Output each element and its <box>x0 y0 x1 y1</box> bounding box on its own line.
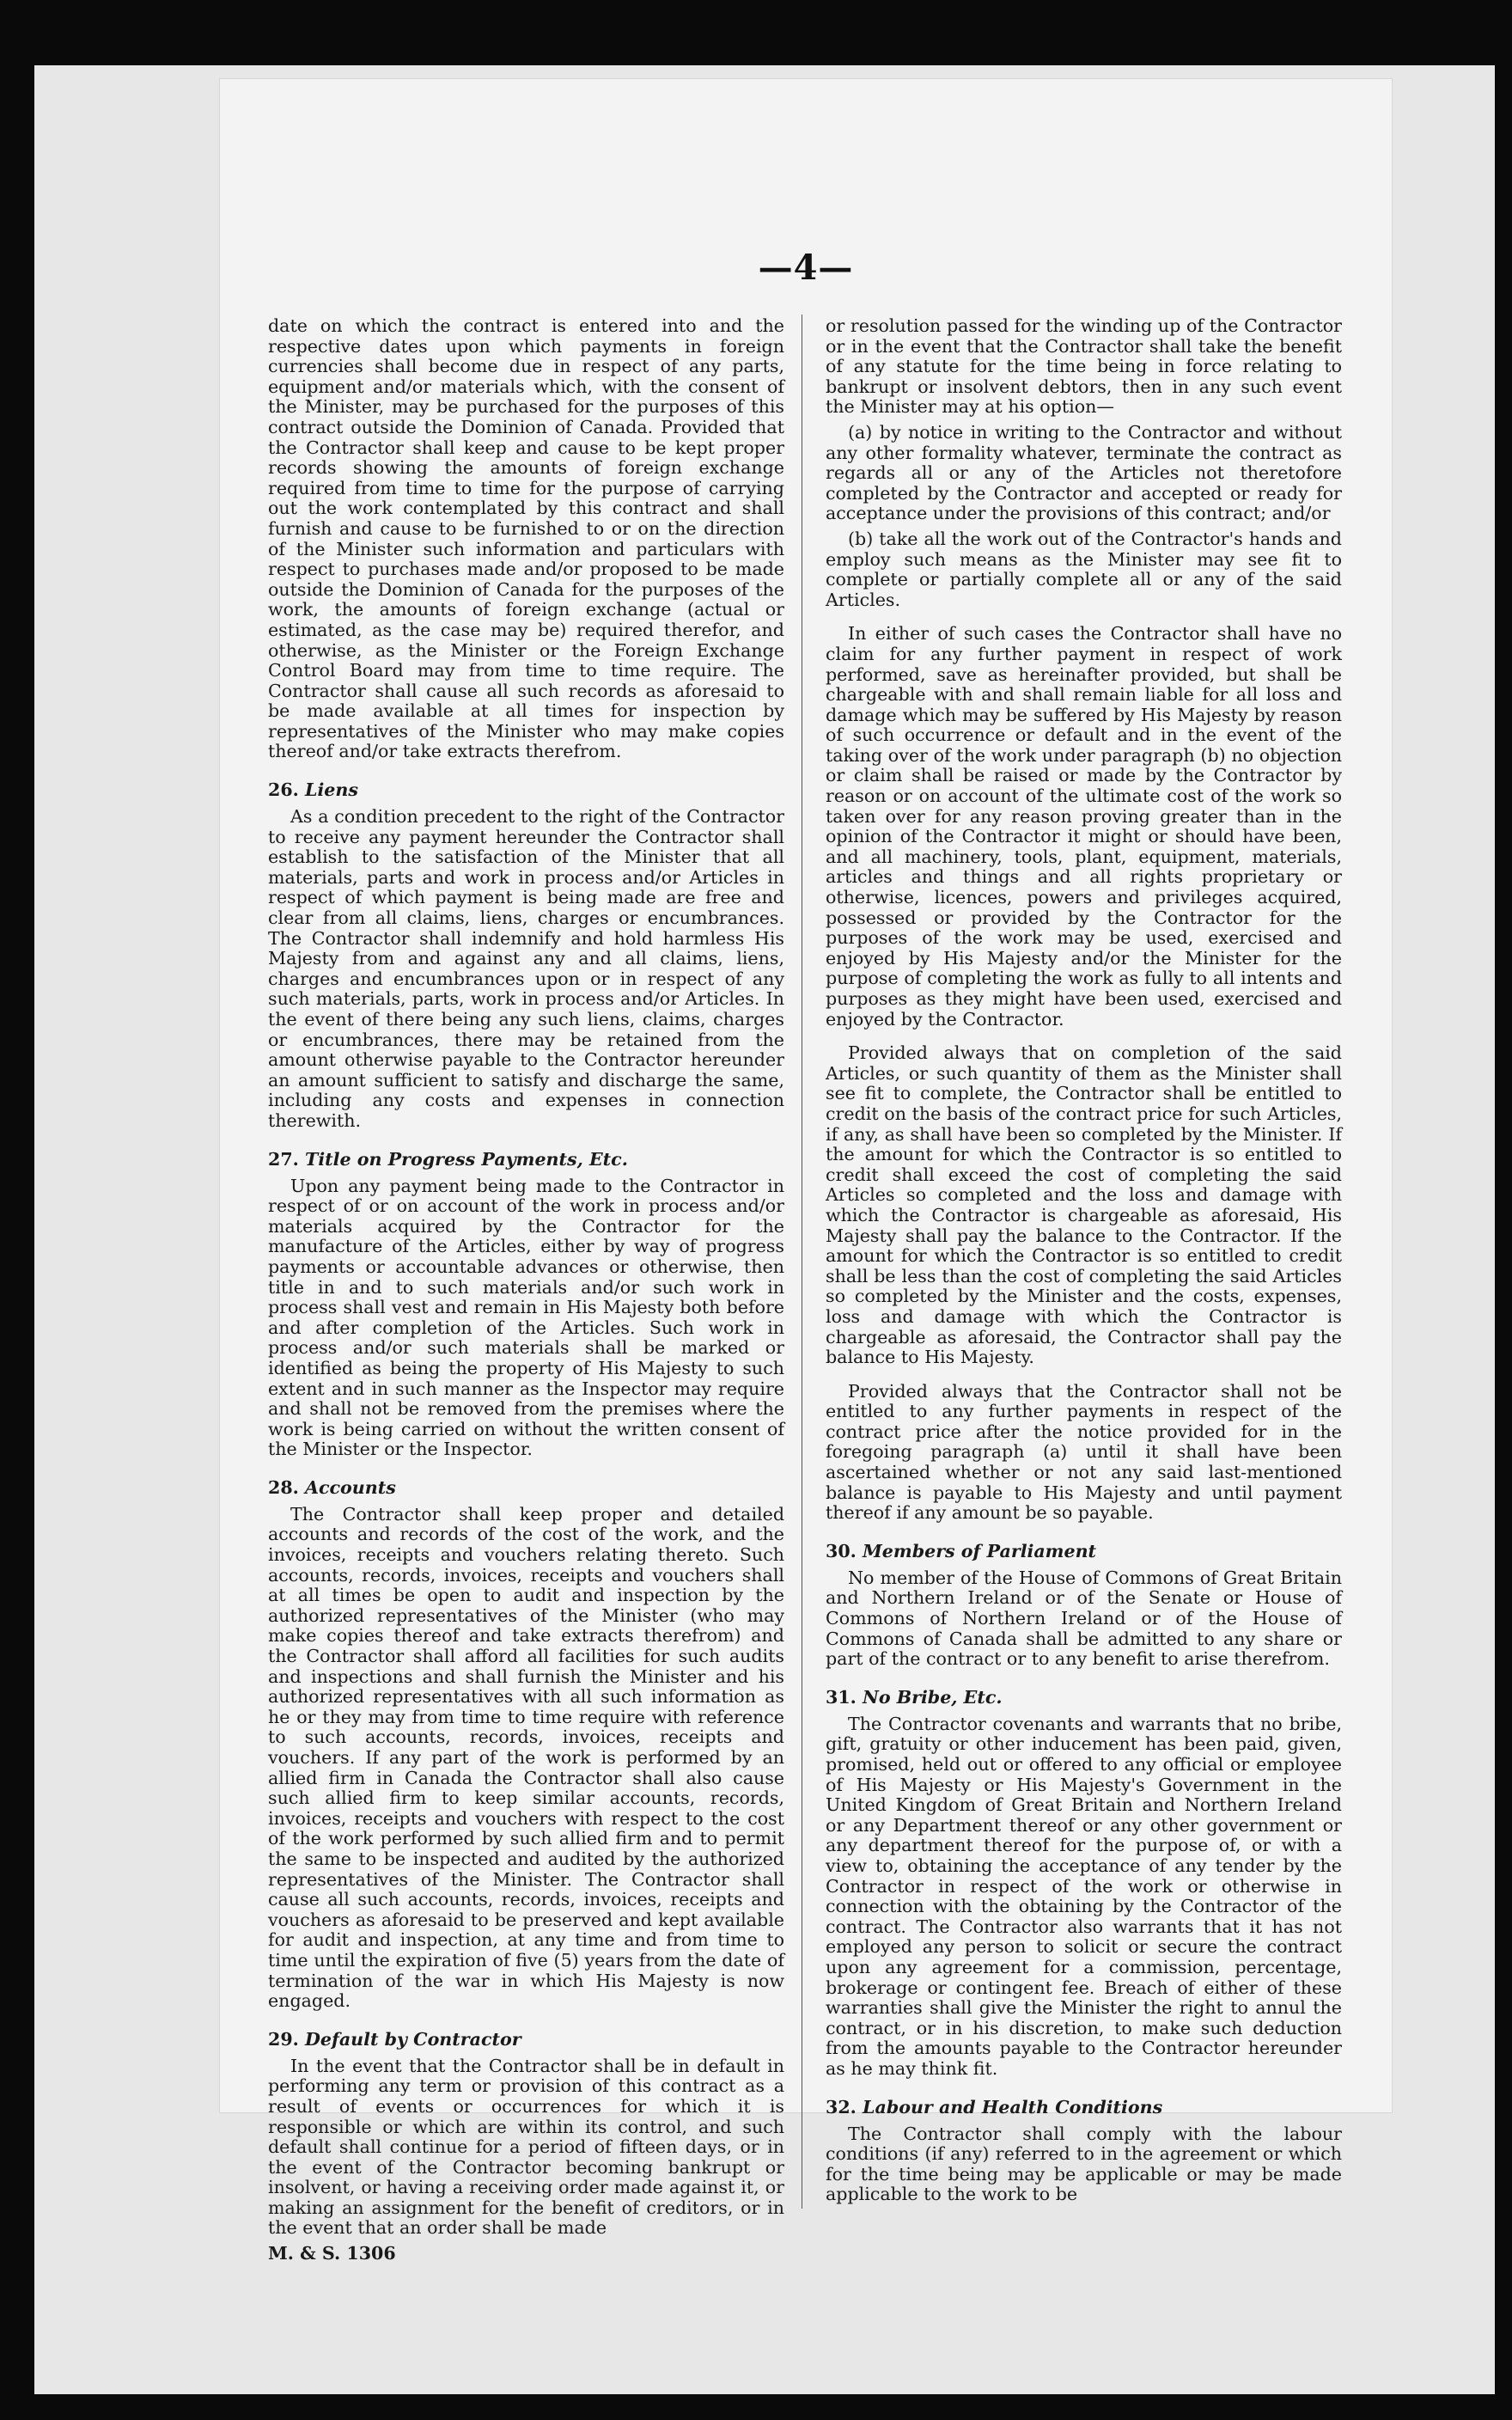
section-number: 29. <box>268 2028 299 2050</box>
section-heading-27 <box>268 1149 784 1170</box>
section-number: 32. <box>826 2096 857 2118</box>
scanner-background-sheet <box>34 65 1495 2394</box>
section-30-text: No member of the House of Commons of Great Britain and Northern Ireland or of the Senate or House of Commons of Northern Ireland or of the House of Commons of Canada shall be admitted to any share or part of the contract or to any benefit to arise therefrom. <box>826 1567 1342 1670</box>
proviso-paragraph-1: Provided always that on completion of the said Articles, or such quantity of them as the Minister shall see fit to complete, the Contractor shall be entitled to credit on the basis of the contract price for such Articles, if any, as shall have been so completed by the Minister. If the amount for which the Contractor is so entitled to credit shall exceed the cost of completing the said Articles so completed and the loss and damage with which the Contractor is chargeable as aforesaid, His Majesty shall pay the balance to the Contractor. If the amount for which the Contractor is so entitled to credit shall be less than the cost of completing the said Articles so completed by the Minister and the costs, expenses, loss and damage with which the Contractor is chargeable as aforesaid, the Contractor shall pay the balance to His Majesty. <box>826 1042 1342 1368</box>
section-number: 31. <box>826 1686 857 1708</box>
section-number: 26. <box>268 779 299 801</box>
section-31-text: The Contractor covenants and warrants that no bribe, gift, gratuity or other inducement has been paid, given, promised, held out or offered to any official or employee of His Majesty or His Majesty's Government in the United Kingdom of Great Britain and Northern Ireland or any Department thereof or any other government or any department thereof for the purpose of, or with a view to, obtaining the acceptance of any tender by the Contractor in respect of the work or otherwise in connection with the obtaining by the Contractor of the contract. The Contractor also warrants that it has not employed any person to solicit or secure the contract upon any agreement for a commission, percentage, brokerage or contingent fee. Breach of either of these warranties shall give the Minister the right to annul the contract, or in his discretion, to make such deduction from the amounts payable to the Contractor hereunder as he may think fit. <box>826 1713 1342 2079</box>
section-title: Labour and Health Conditions <box>863 2096 1163 2118</box>
section-title: Accounts <box>305 1476 396 1498</box>
section-28-text: The Contractor shall keep proper and detailed accounts and records of the cost of the work, and the invoices, receipts and vouchers relating thereto. Such accounts, records, invoices, receipts and vouchers shall at all times be open to audit and inspection by the authorized representatives of the Minister (who may make copies thereof and take extracts therefrom) and the Contractor shall afford all facilities for such audits and inspections and shall furnish the Minister and his authorized representatives with all such information as he or they may from time to time require with reference to such accounts, records, invoices, receipts and vouchers. If any part of the work is performed by an allied firm in Canada the Contractor shall also cause such allied firm to keep similar accounts, records, invoices, receipts and vouchers with respect to the cost of the work performed by such allied firm and to permit the same to be inspected and audited by the authorized representatives of the Minister. The Contractor shall cause all such accounts, records, invoices, receipts and vouchers as aforesaid to be preserved and kept available for audit and inspection, at any time and from time to time until the expiration of five (5) years from the date of termination of the war in which His Majesty is now engaged. <box>268 1503 784 2012</box>
section-heading-32 <box>826 2097 1342 2118</box>
document-code-footer: M. & S. 1306 <box>268 2243 396 2264</box>
section-title: Default by Contractor <box>305 2028 521 2050</box>
section-heading-29 <box>268 2029 784 2050</box>
section-heading-26 <box>268 779 784 800</box>
clause-a: (a) by notice in writing to the Contractor and without any other formality whatever, terminate the contract as regards all or any of the Articles not theretofore completed by the Contractor and accepted or ready for acceptance under the provisions of this contract; and/or <box>826 421 1342 524</box>
section-number: 28. <box>268 1476 299 1498</box>
section-29-text: In the event that the Contractor shall be in default in performing any term or provision of this contract as a result of events or occurrences for which it is responsible or which are within its control, and such default shall continue for a period of fifteen days, or in the event of the Contractor becoming bankrupt or insolvent, or having a receiving order made against it, or making an assignment for the benefit of creditors, or in the event that an order shall be made <box>268 2055 784 2239</box>
left-column <box>268 316 784 2264</box>
section-number: 27. <box>268 1148 299 1170</box>
section-title: Members of Parliament <box>863 1540 1097 1561</box>
intro-paragraph: date on which the contract is entered into and the respective dates upon which payments in foreign currencies shall become due in respect of any parts, equipment and/or materials which, with the consent of the Minister, may be purchased for the purposes of this contract outside the Dominion of Canada. Provided that the Contractor shall keep and cause to be kept proper records showing the amounts of foreign exchange required from time to time for the purpose of carrying out the work contemplated by this contract and shall furnish and cause to be furnished to or on the direction of the Minister such information and particulars with respect to purchases made and/or proposed to be made outside the Dominion of Canada for the purposes of the work, the amounts of foreign exchange (actual or estimated, as the case may be) required therefor, and otherwise, as the Minister or the Foreign Exchange Control Board may from time to time require. The Contractor shall cause all such records as aforesaid to be made available at all times for inspection by representatives of the Minister who may make copies thereof and/or take extracts therefrom. <box>268 315 784 762</box>
section-title: Liens <box>305 779 358 801</box>
section-heading-31 <box>826 1687 1342 1708</box>
section-heading-28 <box>268 1477 784 1498</box>
section-27-text: Upon any payment being made to the Contractor in respect of or on account of the work in process and/or materials acquired by the Contractor for the manufacture of the Articles, either by way of progress payments or accountable advances or otherwise, then title in and to such materials and/or such work in process shall vest and remain in His Majesty both before and after completion of the Articles. Such work in process and/or such materials shall be marked or identified as being the property of His Majesty to such extent and in such manner as the Inspector may require and shall not be removed from the premises where the work is being carried on without the written consent of the Minister or the Inspector. <box>268 1175 784 1460</box>
section-32-text: The Contractor shall comply with the labour conditions (if any) referred to in the agreement or which for the time being may be applicable or may be made applicable to the work to be <box>826 2123 1342 2205</box>
section-26-text: As a condition precedent to the right of the Contractor to receive any payment hereunder the Contractor shall establish to the satisfaction of the Minister that all materials, parts and work in process and/or Articles in respect of which payment is being made are free and clear from all claims, liens, charges or encumbrances. The Contractor shall indemnify and hold harmless His Majesty from and against any and all claims, liens, charges and encumbrances upon or in respect of any such materials, parts, work in process and/or Articles. In the event of there being any such liens, claims, charges or encumbrances, there may be retained from the amount otherwise payable to the Contractor hereunder an amount sufficient to satisfy and discharge the same, including any costs and expenses in connection therewith. <box>268 806 784 1131</box>
document-page <box>220 79 1392 2264</box>
clause-b: (b) take all the work out of the Contractor's hands and employ such means as the Minister may see fit to complete or partially complete all or any of the said Articles. <box>826 528 1342 610</box>
continuation-paragraph: or resolution passed for the winding up of the Contractor or in the event that the Contractor shall take the benefit of any statute for the time being in force relating to bankrupt or insolvent debtors, then in any such event the Minister may at his option— <box>826 315 1342 418</box>
right-column <box>826 316 1342 2210</box>
page-number: —4— <box>758 248 854 288</box>
section-heading-30 <box>826 1541 1342 1561</box>
proviso-paragraph-2: Provided always that the Contractor shall not be entitled to any further payments in respect of the contract price after the notice provided for in the foregoing paragraph (a) until it shall have been ascertained whether or not any said last-mentioned balance is payable to His Majesty and until payment thereof if any amount be so payable. <box>826 1380 1342 1524</box>
section-number: 30. <box>826 1540 857 1561</box>
section-title: Title on Progress Payments, Etc. <box>305 1148 628 1170</box>
either-case-paragraph: In either of such cases the Contractor shall have no claim for any further payment in respect of work performed, save as hereinafter provided, but shall be chargeable with and shall remain liable for all loss and damage which may be suffered by His Majesty by reason of such occurrence or default and in the event of the taking over of the work under paragraph (b) no objection or claim shall be raised or made by the Contractor by reason or on account of the ultimate cost of the work so taken over for any reason proving greater than in the opinion of the Contractor it might or should have been, and all machinery, tools, plant, equipment, materials, articles and things and all rights proprietary or otherwise, licences, powers and privileges acquired, possessed or provided by the Contractor for the purposes of the work may be used, exercised and enjoyed by His Majesty and/or the Minister for the purpose of completing the work as fully to all intents and purposes as they might have been used, exercised and enjoyed by the Contractor. <box>826 623 1342 1030</box>
section-title: No Bribe, Etc. <box>863 1686 1003 1708</box>
